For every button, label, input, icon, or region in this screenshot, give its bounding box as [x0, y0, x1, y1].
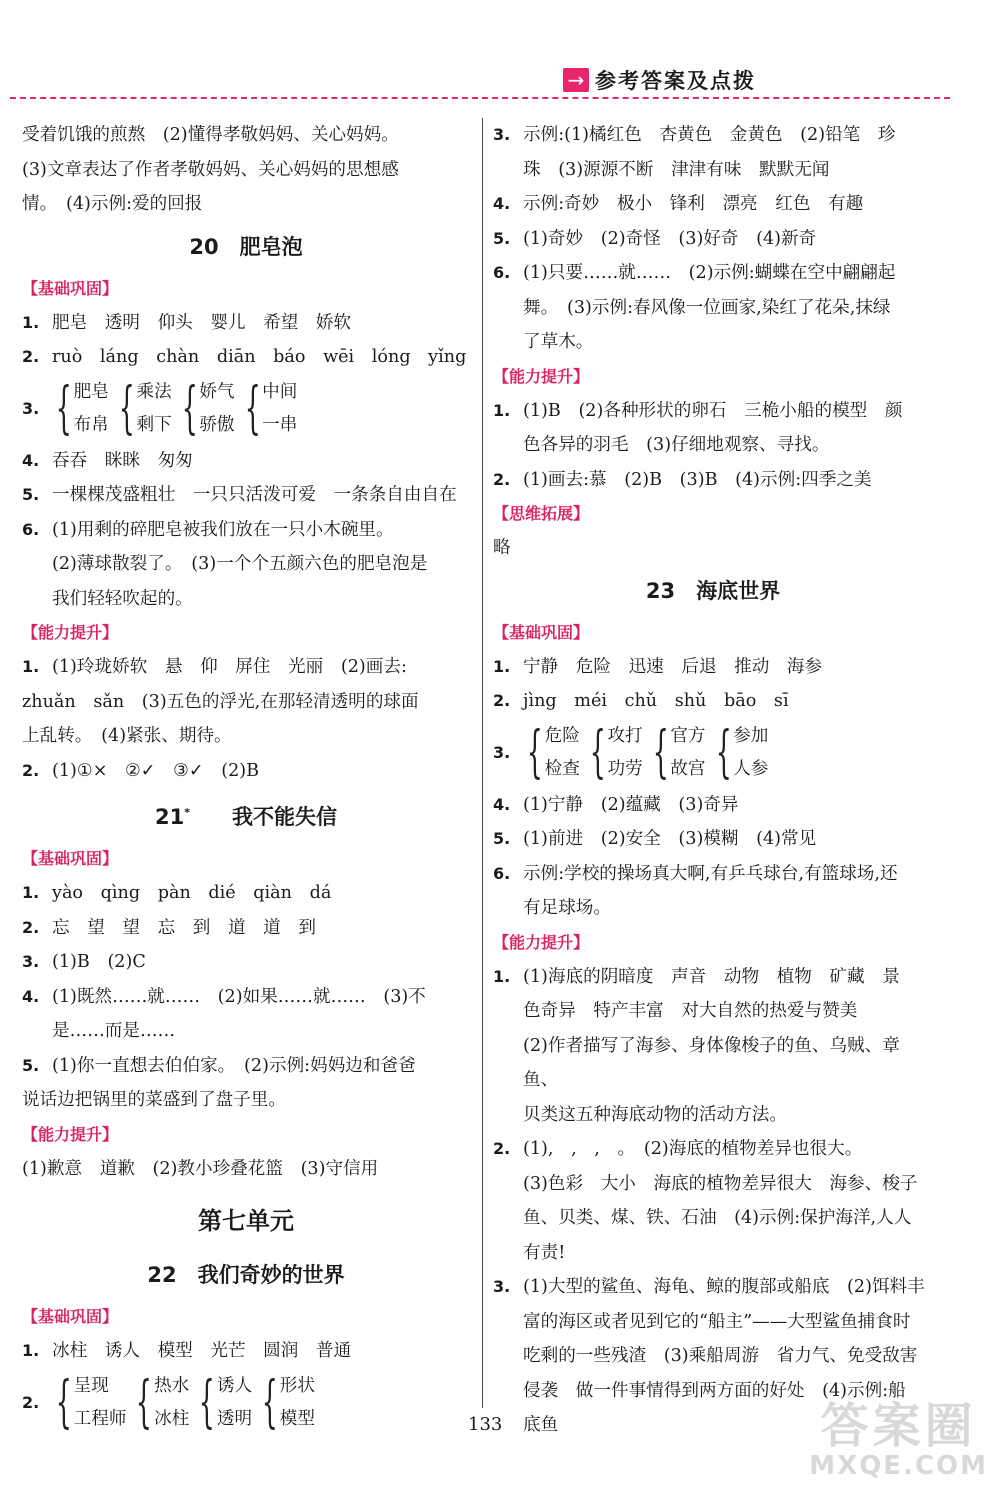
answer-line: 是……而是…… — [52, 1021, 176, 1041]
pinyin-text: ruò láng chàn diān báo wēi lóng yǐng — [52, 347, 467, 367]
page-number: 133 — [468, 1414, 503, 1435]
answer-line: (2)薄球散裂了。 (3)一个个五颜六色的肥皂泡是 — [52, 554, 428, 574]
unit-title: 第七单元 — [198, 1207, 294, 1235]
answer-line: 有足球场。 — [523, 898, 611, 918]
word-pair: { 热水 冰柱 — [136, 1370, 190, 1435]
section-ability: 【能力提升】 — [493, 932, 590, 952]
answer-line: 富的海区或者见到它的“船主”——大型鲨鱼捕食时 — [523, 1311, 911, 1332]
word-pair: { 形状 模型 — [261, 1370, 315, 1435]
answer-item: 1. yào qìng pàn dié qiàn dá — [22, 883, 332, 903]
section-ability: 【能力提升】 — [493, 366, 590, 386]
answer-line: 受着饥饿的煎熬 (2)懂得孝敬妈妈、关心妈妈。 — [22, 125, 399, 145]
answer-item: 5. (1)奇妙 (2)奇怪 (3)好奇 (4)新奇 — [493, 228, 817, 249]
answer-line: (2)作者描写了海参、身体像梭子的鱼、乌贼、章鱼、 — [523, 1035, 900, 1090]
section-ability: 【能力提升】 — [22, 623, 119, 642]
answer-line: (3)文章表达了作者孝敬妈妈、关心妈妈的思想感 — [22, 159, 399, 180]
answer-item: 6. (1)用剩的碎肥皂被我们放在一只小木碗里。 — [22, 519, 394, 540]
answer-item: 4. (1)既然……就…… (2)如果……就…… (3)不 — [22, 986, 426, 1007]
watermark-logo: 答案圈 MXQE.COM — [809, 1398, 988, 1481]
lesson-title-21: 21* 我不能失信 — [155, 805, 337, 829]
answer-item: 1. 宁静 危险 迅速 后退 推动 海参 — [493, 656, 823, 677]
word-pair: { 呈现 工程师 — [55, 1370, 127, 1435]
answer-item: 1. (1)玲珑娇软 悬 仰 屏住 光丽 (2)画去: — [22, 657, 407, 677]
answer-line: 上乱转。 (4)紧张、期待。 — [22, 726, 232, 746]
answer-line: 底鱼 — [523, 1415, 559, 1435]
right-column — [493, 118, 933, 1443]
answer-line: 舞。 (3)示例:春风像一位画家,染红了花朵,抹绿 — [523, 297, 891, 318]
page-header — [563, 66, 756, 94]
section-ability: 【能力提升】 — [22, 1124, 119, 1144]
answer-item: 4. 吞吞 眯眯 匆匆 — [22, 450, 193, 471]
word-pair: { 中间 一串 — [244, 376, 298, 441]
answer-item: 3. (1)大型的鲨鱼、海龟、鲸的腹部或船底 (2)饵料丰 — [493, 1277, 925, 1297]
brace-group-item — [22, 375, 470, 444]
item-number: 3. — [22, 398, 40, 418]
word-pair: { 肥皂 布帛 — [55, 376, 109, 441]
answer-line: 情。 (4)示例:爱的回报 — [22, 194, 203, 214]
answer-item — [22, 340, 470, 375]
answer-line: 了草木。 — [523, 332, 594, 352]
word-pair: { 危险 检查 — [526, 720, 580, 785]
answer-line: 略 — [493, 538, 511, 558]
section-basic: 【基础巩固】 — [22, 278, 119, 298]
answer-item: 5. (1)前进 (2)安全 (3)模糊 (4)常见 — [493, 829, 817, 849]
item-number: 1. — [22, 312, 40, 332]
answer-item: 1. (1)B (2)各种形状的卵石 三桅小船的模型 颜 — [493, 400, 903, 421]
answer-line: 珠 (3)源源不断 津津有味 默默无闻 — [523, 159, 830, 180]
answer-item: 5. (1)你一直想去伯伯家。 (2)示例:妈妈边和爸爸 — [22, 1055, 416, 1076]
answer-item: 4. 示例:奇妙 极小 锋利 漂亮 红色 有趣 — [493, 194, 864, 214]
word-pair: { 乘法 剩下 — [118, 376, 172, 441]
column-divider — [482, 118, 483, 1408]
section-basic: 【基础巩固】 — [22, 849, 119, 868]
lesson-title-22: 22 我们奇妙的世界 — [147, 1263, 345, 1287]
answer-line: zhuǎn sǎn (3)五色的浮光,在那轻清透明的球面 — [22, 691, 419, 712]
section-basic: 【基础巩固】 — [493, 622, 590, 642]
answer-line: (3)色彩 大小 海底的植物差异很大 海参、梭子 — [523, 1173, 918, 1194]
lesson-title-23: 23 海底世界 — [645, 578, 781, 603]
answer-line: 有责! — [523, 1242, 566, 1263]
answer-line: (1)歉意 道歉 (2)教小珍叠花篮 (3)守信用 — [22, 1158, 379, 1179]
brace-group-item — [493, 719, 933, 788]
section-basic: 【基础巩固】 — [22, 1307, 119, 1326]
answer-line: 吃剩的一些残渣 (3)乘船周游 省力气、免受敌害 — [523, 1346, 918, 1366]
section-thinking: 【思维拓展】 — [493, 504, 590, 523]
answer-line: 贝类这五种海底动物的活动方法。 — [523, 1104, 787, 1125]
answer-line: 鱼、贝类、煤、铁、石油 (4)示例:保护海洋,人人 — [523, 1208, 912, 1228]
answer-item: 1. 冰柱 诱人 模型 光芒 圆润 普通 — [22, 1341, 352, 1361]
answer-line: 色各异的羽毛 (3)仔细地观察、寻找。 — [523, 435, 830, 455]
item-number: 3. — [493, 742, 511, 762]
item-number: 2. — [22, 347, 40, 366]
word-pair: { 参加 人参 — [715, 720, 769, 785]
word-pair: { 娇气 骄傲 — [181, 376, 235, 441]
answer-item: 2. (1)①× ②✓ ③✓ (2)B — [22, 760, 260, 781]
answer-item: 3. 示例:(1)橘红色 杏黄色 金黄色 (2)铅笔 珍 — [493, 125, 896, 145]
answer-line: 色奇异 特产丰富 对大自然的热爱与赞美 — [523, 1001, 858, 1021]
answer-line: 说话边把锅里的菜盛到了盘子里。 — [22, 1090, 286, 1110]
arrow-icon: → — [563, 68, 589, 92]
answer-item: 5. 一棵棵茂盛粗壮 一只只活泼可爱 一条条自由自在 — [22, 485, 457, 505]
answer-item: 6. (1)只要……就…… (2)示例:蝴蝶在空中翩翩起 — [493, 263, 896, 283]
answer-item: 3. (1)B (2)C — [22, 952, 146, 972]
word-pair: { 攻打 功劳 — [589, 720, 643, 785]
answer-item: 2. 忘 望 望 忘 到 道 道 到 — [22, 917, 316, 938]
answer-item: 2. (1)画去:慕 (2)B (3)B (4)示例:四季之美 — [493, 469, 872, 490]
answer-item: 2. jìng méi chǔ shǔ bāo sī — [493, 691, 789, 711]
word-pair: { 诱人 透明 — [199, 1370, 253, 1435]
header-title: 参考答案及点拨 — [595, 69, 756, 93]
word-pair: { 官方 故宫 — [652, 720, 706, 785]
answer-line: 侵袭 做一件事情得到两方面的好处 (4)示例:船 — [523, 1380, 906, 1401]
answer-item: 4. (1)宁静 (2)蕴藏 (3)奇异 — [493, 794, 739, 815]
answer-item: 1. (1)海底的阴暗度 声音 动物 植物 矿藏 景 — [493, 966, 900, 987]
answer-item — [22, 306, 470, 341]
left-column — [22, 118, 470, 1438]
brace-group-item — [22, 1369, 470, 1438]
item-number: 2. — [22, 1392, 40, 1412]
lesson-title-20: 20 肥皂泡 — [189, 234, 303, 259]
answer-item: 2. (1), , , 。 (2)海底的植物差异也很大。 — [493, 1139, 863, 1159]
answer-line: 我们轻轻吹起的。 — [52, 588, 193, 609]
header-dashed-rule — [10, 97, 950, 99]
answer-text: 肥皂 透明 仰头 婴儿 希望 娇软 — [52, 312, 352, 333]
answer-item: 6. 示例:学校的操场真大啊,有乒乓球台,有篮球场,还 — [493, 863, 898, 884]
